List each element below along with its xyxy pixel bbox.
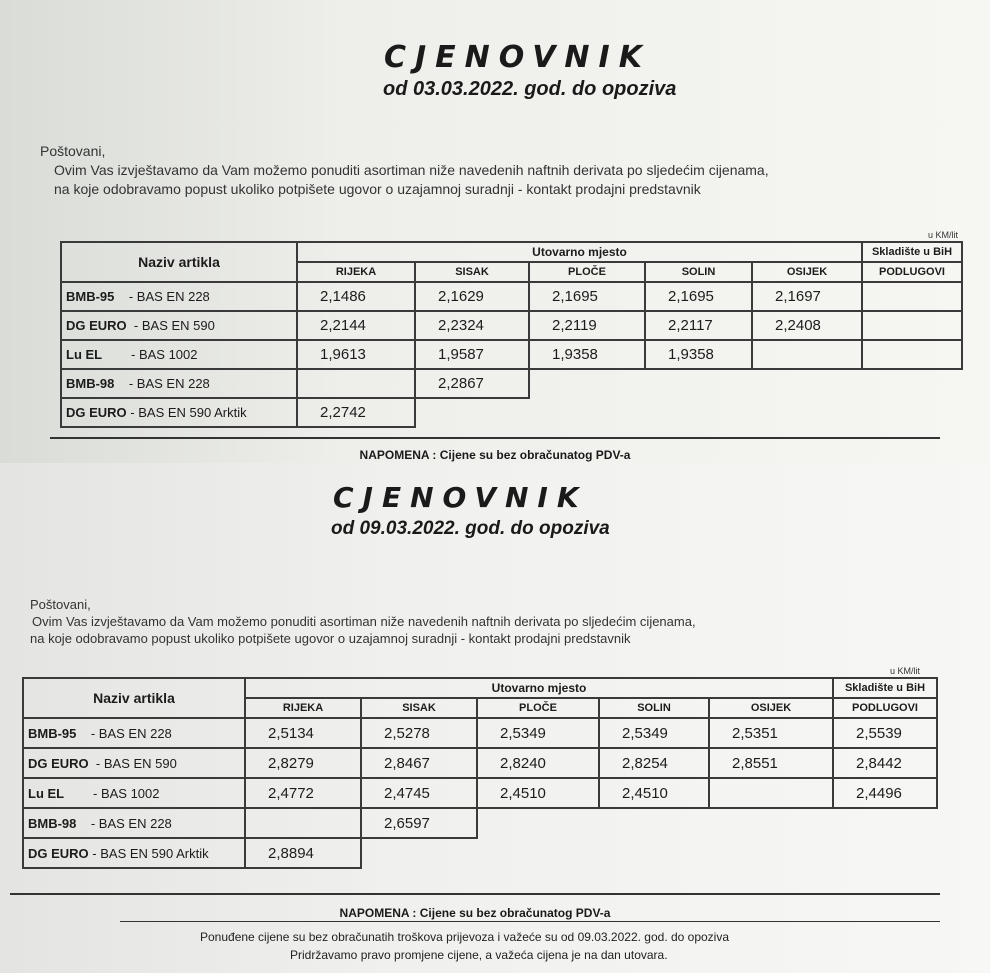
- article-name: BMB-95: [28, 725, 77, 741]
- article-cell: [23, 778, 245, 808]
- price-cell: 2,4772: [245, 778, 361, 808]
- price-cell: 2,2144: [297, 311, 415, 340]
- price-cell: 2,5349: [599, 718, 709, 748]
- price-cell: 2,1695: [645, 282, 752, 311]
- table-row: [23, 778, 937, 808]
- header-article: Naziv artikla: [61, 242, 297, 282]
- price-cell: 2,5278: [361, 718, 477, 748]
- article-standard: - BAS EN 228: [90, 815, 172, 831]
- table-row: [61, 282, 962, 311]
- location-osijek: OSIJEK: [752, 262, 862, 282]
- greeting: Poštovani,: [30, 597, 91, 612]
- price-cell: 2,5134: [245, 718, 361, 748]
- location-sisak: SISAK: [415, 262, 529, 282]
- price-cell: 1,9613: [297, 340, 415, 369]
- price-cell: 2,2119: [529, 311, 645, 340]
- table-row: [61, 369, 962, 398]
- article-cell: [61, 282, 297, 311]
- price-cell: 2,5349: [477, 718, 599, 748]
- article-standard: - BAS EN 590 Arktik: [92, 845, 209, 861]
- price-cell: [245, 808, 361, 838]
- article-standard: - BAS EN 228: [128, 289, 210, 304]
- price-cell: 2,8279: [245, 748, 361, 778]
- price-table: [22, 677, 938, 869]
- intro-letter: [40, 142, 769, 199]
- price-cell: 2,6597: [361, 808, 477, 838]
- price-cell: 1,9587: [415, 340, 529, 369]
- price-cell: 2,4510: [599, 778, 709, 808]
- article-standard: - BAS EN 590: [133, 318, 215, 333]
- footer-disclaimer: Pridržavamo pravo promjene cijene, a važeća cijena je na dan utovara.: [290, 948, 668, 962]
- location-ploce: PLOČE: [477, 698, 599, 718]
- location-podlugovi: PODLUGOVI: [862, 262, 962, 282]
- article-cell: [61, 340, 297, 369]
- document-title: CJENOVNIK: [384, 40, 651, 75]
- article-name: BMB-98: [28, 815, 77, 831]
- article-name: DG EURO: [28, 845, 89, 861]
- article-name: DG EURO: [28, 755, 89, 771]
- price-cell: 2,4496: [833, 778, 937, 808]
- document-subtitle: od 09.03.2022. god. do opoziva: [331, 518, 610, 539]
- price-cell: [862, 311, 962, 340]
- price-cell: 2,1697: [752, 282, 862, 311]
- article-standard: - BAS EN 228: [90, 725, 172, 741]
- article-name: BMB-95: [66, 289, 115, 304]
- article-cell: [61, 398, 297, 427]
- price-cell: 2,8894: [245, 838, 361, 868]
- price-cell: 2,8551: [709, 748, 833, 778]
- article-name: DG EURO: [66, 405, 127, 420]
- price-cell: 2,1695: [529, 282, 645, 311]
- footer-validity: Ponuđene cijene su bez obračunatih troškova prijevoza i važeće su od 09.03.2022. god. do opoziva: [200, 930, 730, 944]
- article-cell: [61, 369, 297, 398]
- price-cell: 2,8240: [477, 748, 599, 778]
- price-cell: [862, 340, 962, 369]
- price-cell: 2,4745: [361, 778, 477, 808]
- intro-line-2: na koje odobravamo popust ukoliko potpišete ugovor o uzajamnoj suradnji - kontakt prodajni predstavnik: [30, 631, 631, 646]
- location-solin: SOLIN: [599, 698, 709, 718]
- vat-note: NAPOMENA : Cijene su bez obračunatog PDV-a: [359, 448, 631, 462]
- article-cell: [61, 311, 297, 340]
- intro-line-2: na koje odobravamo popust ukoliko potpišete ugovor o uzajamnoj suradnji - kontakt prodajni predstavnik: [54, 181, 701, 197]
- table-row: [23, 718, 937, 748]
- price-cell: 2,5539: [833, 718, 937, 748]
- header-article: Naziv artikla: [23, 678, 245, 718]
- header-loading-place: Utovarno mjesto: [297, 242, 862, 262]
- price-cell: [297, 369, 415, 398]
- intro-line-1: Ovim Vas izvještavamo da Vam možemo ponuditi asortiman niže navedenih naftnih derivata po sljedećim cijenama,: [54, 162, 769, 178]
- price-table: [60, 241, 963, 428]
- unit-label: u KM/lit: [928, 230, 959, 240]
- vat-note: NAPOMENA : Cijene su bez obračunatog PDV-a: [339, 906, 611, 920]
- article-name: Lu EL: [28, 785, 65, 801]
- divider-line: [120, 921, 940, 922]
- header-warehouse: Skladište u BiH: [833, 678, 937, 698]
- table-row: [61, 311, 962, 340]
- location-rijeka: RIJEKA: [245, 698, 361, 718]
- price-cell: 1,9358: [645, 340, 752, 369]
- location-osijek: OSIJEK: [709, 698, 833, 718]
- article-cell: [23, 808, 245, 838]
- price-cell: [862, 282, 962, 311]
- location-ploce: PLOČE: [529, 262, 645, 282]
- price-cell: 2,2117: [645, 311, 752, 340]
- price-cell: 2,2408: [752, 311, 862, 340]
- table-row: [61, 398, 962, 427]
- article-standard: - BAS EN 228: [128, 376, 210, 391]
- article-cell: [23, 748, 245, 778]
- price-cell: 2,8254: [599, 748, 709, 778]
- article-standard: - BAS 1002: [131, 347, 198, 362]
- divider-line: [10, 893, 940, 895]
- header-warehouse: Skladište u BiH: [862, 242, 962, 262]
- article-cell: [23, 838, 245, 868]
- article-standard: - BAS EN 590: [95, 755, 177, 771]
- price-cell: [752, 340, 862, 369]
- price-cell: 2,1629: [415, 282, 529, 311]
- article-name: BMB-98: [66, 376, 115, 391]
- location-solin: SOLIN: [645, 262, 752, 282]
- location-sisak: SISAK: [361, 698, 477, 718]
- price-list-sheet-1: [0, 0, 990, 463]
- price-cell: 2,2742: [297, 398, 415, 427]
- article-cell: [23, 718, 245, 748]
- article-standard: - BAS 1002: [93, 785, 160, 801]
- price-cell: 2,1486: [297, 282, 415, 311]
- article-name: DG EURO: [66, 318, 127, 333]
- article-name: Lu EL: [66, 347, 103, 362]
- intro-letter: [30, 596, 696, 647]
- price-cell: 2,2324: [415, 311, 529, 340]
- table-row: [23, 838, 937, 868]
- price-list-sheet-2: [0, 463, 990, 973]
- greeting: Poštovani,: [40, 143, 106, 159]
- unit-label: u KM/lit: [890, 666, 921, 676]
- price-cell: 2,4510: [477, 778, 599, 808]
- table-row: [61, 340, 962, 369]
- intro-line-1: Ovim Vas izvještavamo da Vam možemo ponuditi asortiman niže navedenih naftnih derivata po sljedećim cijenama,: [32, 614, 696, 629]
- price-cell: 2,8442: [833, 748, 937, 778]
- price-cell: 2,8467: [361, 748, 477, 778]
- document-subtitle: od 03.03.2022. god. do opoziva: [383, 78, 677, 100]
- header-loading-place: Utovarno mjesto: [245, 678, 833, 698]
- document-title: CJENOVNIK: [333, 481, 588, 514]
- price-cell: 2,5351: [709, 718, 833, 748]
- article-standard: - BAS EN 590 Arktik: [130, 405, 247, 420]
- price-cell: 2,2867: [415, 369, 529, 398]
- table-row: [23, 808, 937, 838]
- divider-line: [50, 437, 940, 439]
- location-podlugovi: PODLUGOVI: [833, 698, 937, 718]
- price-cell: [709, 778, 833, 808]
- table-row: [23, 748, 937, 778]
- location-rijeka: RIJEKA: [297, 262, 415, 282]
- price-cell: 1,9358: [529, 340, 645, 369]
